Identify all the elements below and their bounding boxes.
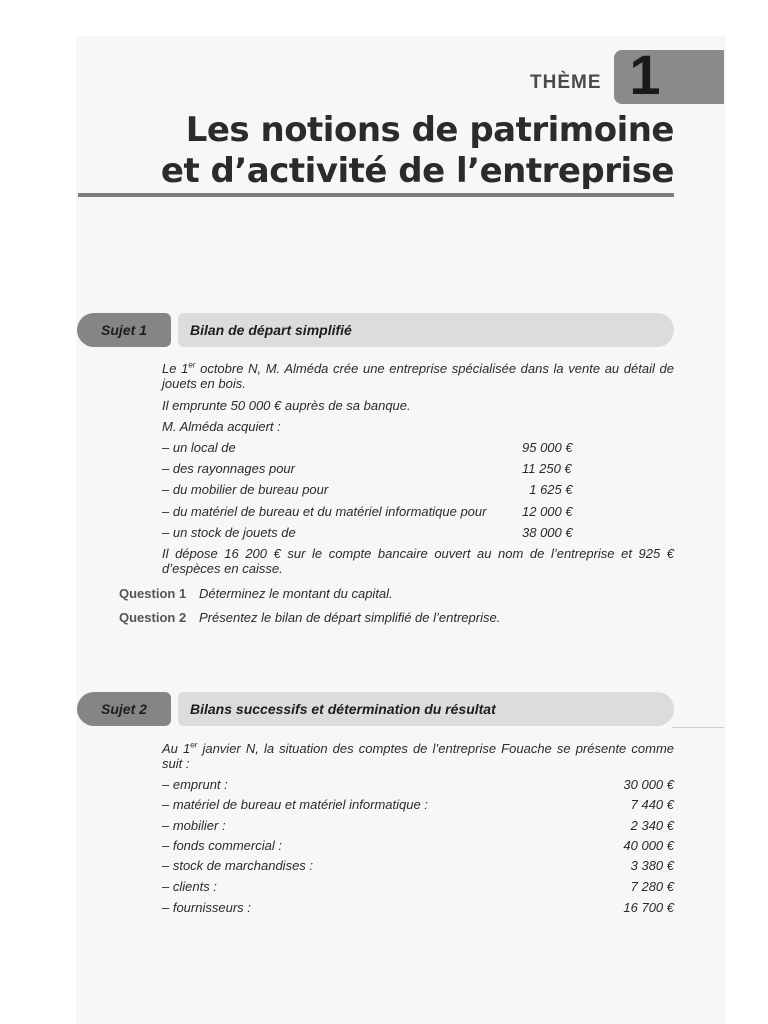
list-item: – mobilier : 2 340 € bbox=[162, 818, 674, 833]
sujet-1-intro: Le 1er octobre N, M. Alméda crée une entreprise spécialisée dans la vente au détail de jouets en bois. bbox=[162, 360, 674, 391]
theme-label: THÈME bbox=[530, 72, 602, 93]
sujet-2-tag: Sujet 2 bbox=[77, 692, 171, 726]
list-item: – du mobilier de bureau pour 1 625 € bbox=[162, 482, 573, 497]
list-item: – fournisseurs : 16 700 € bbox=[162, 900, 674, 915]
title-line-1: Les notions de patrimoine bbox=[185, 110, 674, 150]
list-item: – matériel de bureau et matériel informatique : 7 440 € bbox=[162, 797, 674, 812]
question-1-text: Déterminez le montant du capital. bbox=[199, 586, 393, 601]
sujet-1-loan: Il emprunte 50 000 € auprès de sa banque. bbox=[162, 398, 411, 413]
question-1-label: Question 1 bbox=[119, 586, 187, 601]
sujet-1-acquires: M. Alméda acquiert : bbox=[162, 419, 281, 434]
list-item: – fonds commercial : 40 000 € bbox=[162, 838, 674, 853]
list-item: – du matériel de bureau et du matériel informatique pour 12 000 € bbox=[162, 504, 573, 519]
theme-number: 1 bbox=[629, 43, 661, 106]
list-item: – un local de 95 000 € bbox=[162, 440, 573, 455]
list-item: – un stock de jouets de 38 000 € bbox=[162, 525, 573, 540]
question-2-label: Question 2 bbox=[119, 610, 187, 625]
list-item: – des rayonnages pour 11 250 € bbox=[162, 461, 572, 476]
sujet-2-intro: Au 1er janvier N, la situation des comptes de l’entreprise Fouache se présente comme suit : bbox=[162, 740, 674, 771]
sujet-1-deposit: Il dépose 16 200 € sur le compte bancaire ouvert au nom de l’entreprise et 925 € d’espèces en caisse. bbox=[162, 546, 674, 576]
sujet-1-tag: Sujet 1 bbox=[77, 313, 171, 347]
sujet-1-title: Bilan de départ simplifié bbox=[190, 322, 352, 338]
list-item: – clients : 7 280 € bbox=[162, 879, 674, 894]
list-item: – stock de marchandises : 3 380 € bbox=[162, 858, 674, 873]
question-2-text: Présentez le bilan de départ simplifié de l’entreprise. bbox=[199, 610, 501, 625]
list-item: – emprunt : 30 000 € bbox=[162, 777, 674, 792]
title-line-2: et d’activité de l’entreprise bbox=[160, 151, 674, 191]
title-rule bbox=[78, 193, 674, 197]
page-title bbox=[100, 110, 674, 192]
sujet-2-title: Bilans successifs et détermination du résultat bbox=[190, 701, 496, 717]
divider bbox=[672, 727, 724, 728]
